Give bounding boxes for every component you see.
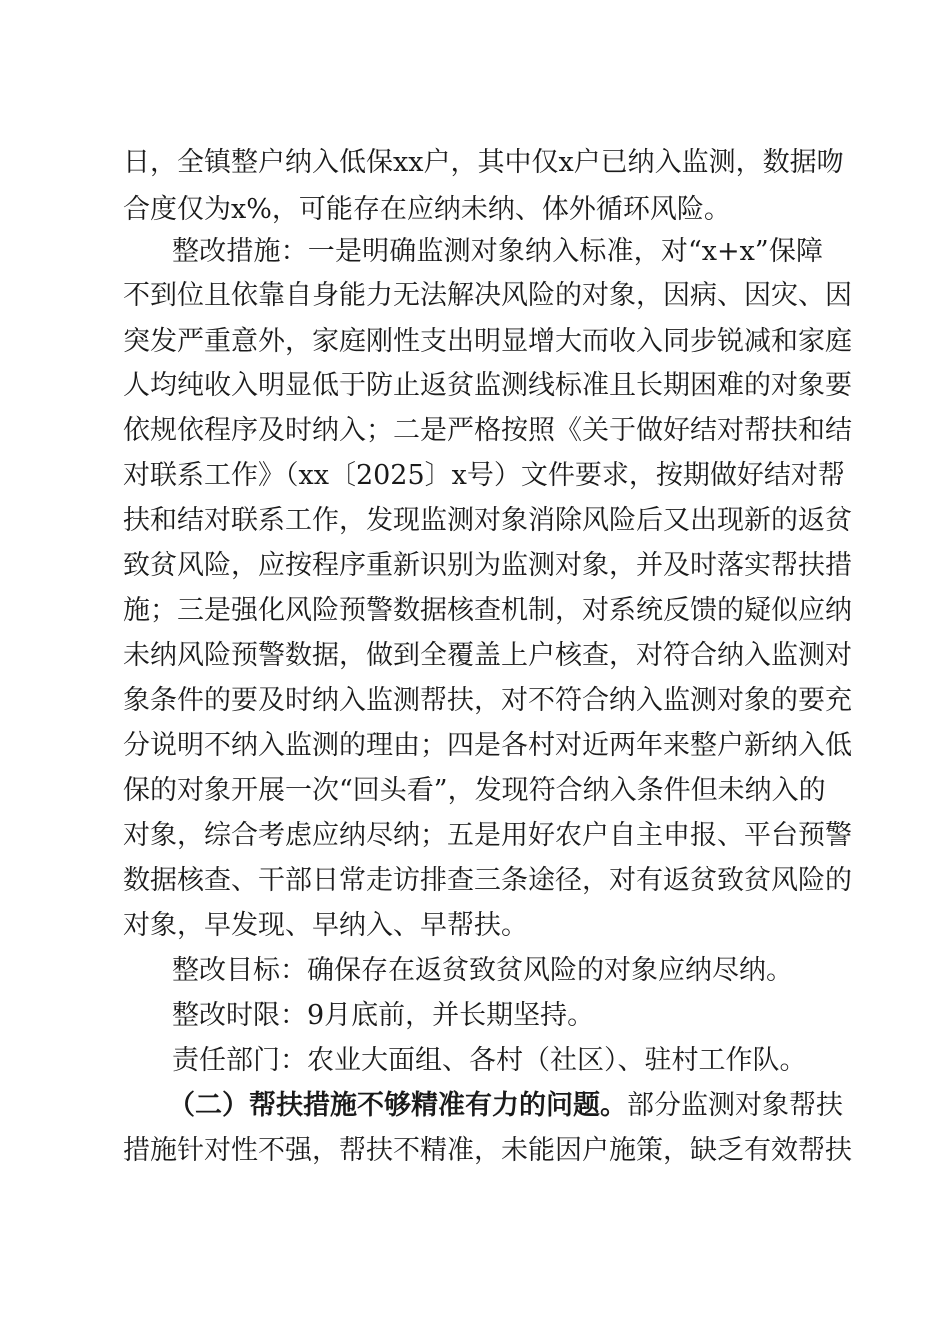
body-text-line: 人均纯收入明显低于防止返贫监测线标准且长期困难的对象要 — [123, 370, 852, 401]
body-text-line: 日，全镇整户纳入低保xx户，其中仅x户已纳入监测，数据吻 — [123, 147, 844, 178]
responsible-department: 责任部门：农业大面组、各村（社区）、驻村工作队。 — [172, 1045, 807, 1076]
paragraph-start-line: 整改措施：一是明确监测对象纳入标准，对“x+x”保障 — [172, 236, 823, 267]
section-heading-line — [168, 1086, 843, 1126]
body-text-line: 合度仅为x%，可能存在应纳未纳、体外循环风险。 — [123, 194, 731, 225]
section-heading-rest: 部分监测对象帮扶 — [627, 1090, 843, 1121]
body-text-line: 对联系工作》（xx〔2025〕x号）文件要求，按期做好结对帮 — [123, 460, 845, 491]
body-text-line: 对象，早发现、早纳入、早帮扶。 — [123, 910, 528, 941]
body-text-line: 突发严重意外，家庭刚性支出明显增大而收入同步锐减和家庭 — [123, 326, 852, 357]
body-text-line: 分说明不纳入监测的理由；四是各村对近两年来整户新纳入低 — [123, 730, 852, 761]
rectification-deadline: 整改时限：9月底前，并长期坚持。 — [172, 1000, 595, 1031]
section-heading: （二）帮扶措施不够精准有力的问题。 — [168, 1090, 627, 1121]
body-text-line: 施；三是强化风险预警数据核查机制，对系统反馈的疑似应纳 — [123, 595, 852, 626]
body-text-line: 象条件的要及时纳入监测帮扶，对不符合纳入监测对象的要充 — [123, 685, 852, 716]
body-text-line: 对象，综合考虑应纳尽纳；五是用好农户自主申报、平台预警 — [123, 820, 852, 851]
body-text-line: 未纳风险预警数据，做到全覆盖上户核查，对符合纳入监测对 — [123, 640, 852, 671]
body-text-line: 数据核查、干部日常走访排查三条途径，对有返贫致贫风险的 — [123, 865, 852, 896]
rectification-goal: 整改目标：确保存在返贫致贫风险的对象应纳尽纳。 — [172, 955, 793, 986]
body-text-line: 不到位且依靠自身能力无法解决风险的对象，因病、因灾、因 — [123, 280, 852, 311]
body-text-line: 致贫风险，应按程序重新识别为监测对象，并及时落实帮扶措 — [123, 550, 852, 581]
body-text-line: 依规依程序及时纳入；二是严格按照《关于做好结对帮扶和结 — [123, 415, 852, 446]
body-text-line: 措施针对性不强，帮扶不精准，未能因户施策，缺乏有效帮扶 — [123, 1135, 852, 1166]
body-text-line: 保的对象开展一次“回头看”，发现符合纳入条件但未纳入的 — [123, 775, 826, 806]
body-text-line: 扶和结对联系工作，发现监测对象消除风险后又出现新的返贫 — [123, 505, 852, 536]
